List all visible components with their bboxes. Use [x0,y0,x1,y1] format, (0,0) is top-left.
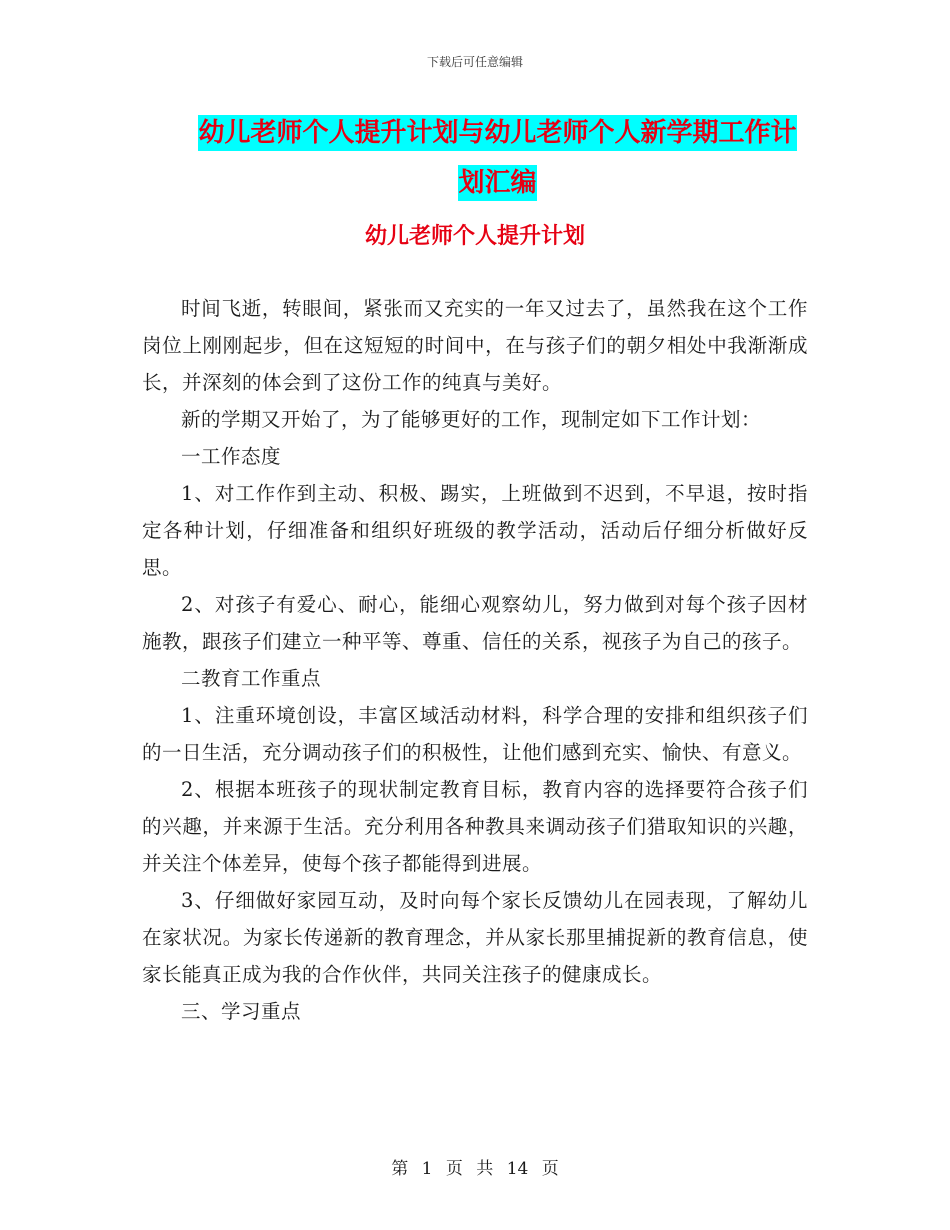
page-footer [0,1154,950,1179]
page-prefix: 第 [391,1159,409,1179]
document-title-text: 幼儿老师个人提升计划与幼儿老师个人新学期工作计划汇编 [198,115,796,201]
document-body [142,290,808,1030]
page-word: 页 [445,1159,463,1179]
total-prefix: 共 [476,1159,494,1179]
paragraph: 时间飞逝，转眼间，紧张而又充实的一年又过去了，虽然我在这个工作岗位上刚刚起步，但在这短短的时间中，在与孩子们的朝夕相处中我渐渐成长，并深刻的体会到了这份工作的纯真与美好。 [142,297,808,394]
paragraph: 3、仔细做好家园互动，及时向每个家长反馈幼儿在园表现，了解幼儿在家状况。为家长传递新的教育理念，并从家长那里捕捉新的教育信息，使家长能真正成为我的合作伙伴，共同关注孩子的健康成长。 [142,889,808,986]
paragraph: 新的学期又开始了，为了能够更好的工作，现制定如下工作计划： [181,408,762,431]
total-pages: 14 [506,1159,529,1179]
header-note: 下载后可任意编辑 [426,55,523,69]
paragraph: 2、根据本班孩子的现状制定教育目标，教育内容的选择要符合孩子们的兴趣，并来源于生活。充分利用各种教具来调动孩子们猎取知识的兴趣，并关注个体差异，使每个孩子都能得到进展。 [142,778,808,875]
section-heading: 二教育工作重点 [181,667,322,690]
page-number: 1 [421,1159,433,1179]
paragraph: 2、对孩子有爱心、耐心，能细心观察幼儿，努力做到对每个孩子因材施教，跟孩子们建立一种平等、尊重、信任的关系，视孩子为自己的孩子。 [142,593,808,653]
total-word: 页 [541,1159,559,1179]
document-title [190,108,805,208]
paragraph: 1、注重环境创设，丰富区域活动材料，科学合理的安排和组织孩子们的一日生活，充分调动孩子们的积极性，让他们感到充实、愉快、有意义。 [142,704,808,764]
section-heading: 一工作态度 [181,445,282,468]
section-title: 幼儿老师个人提升计划 [364,224,585,249]
section-heading: 三、学习重点 [181,1000,302,1023]
paragraph: 1、对工作作到主动、积极、踢实，上班做到不迟到，不早退，按时指定各种计划，仔细准备和组织好班级的教学活动，活动后仔细分析做好反思。 [142,482,808,579]
